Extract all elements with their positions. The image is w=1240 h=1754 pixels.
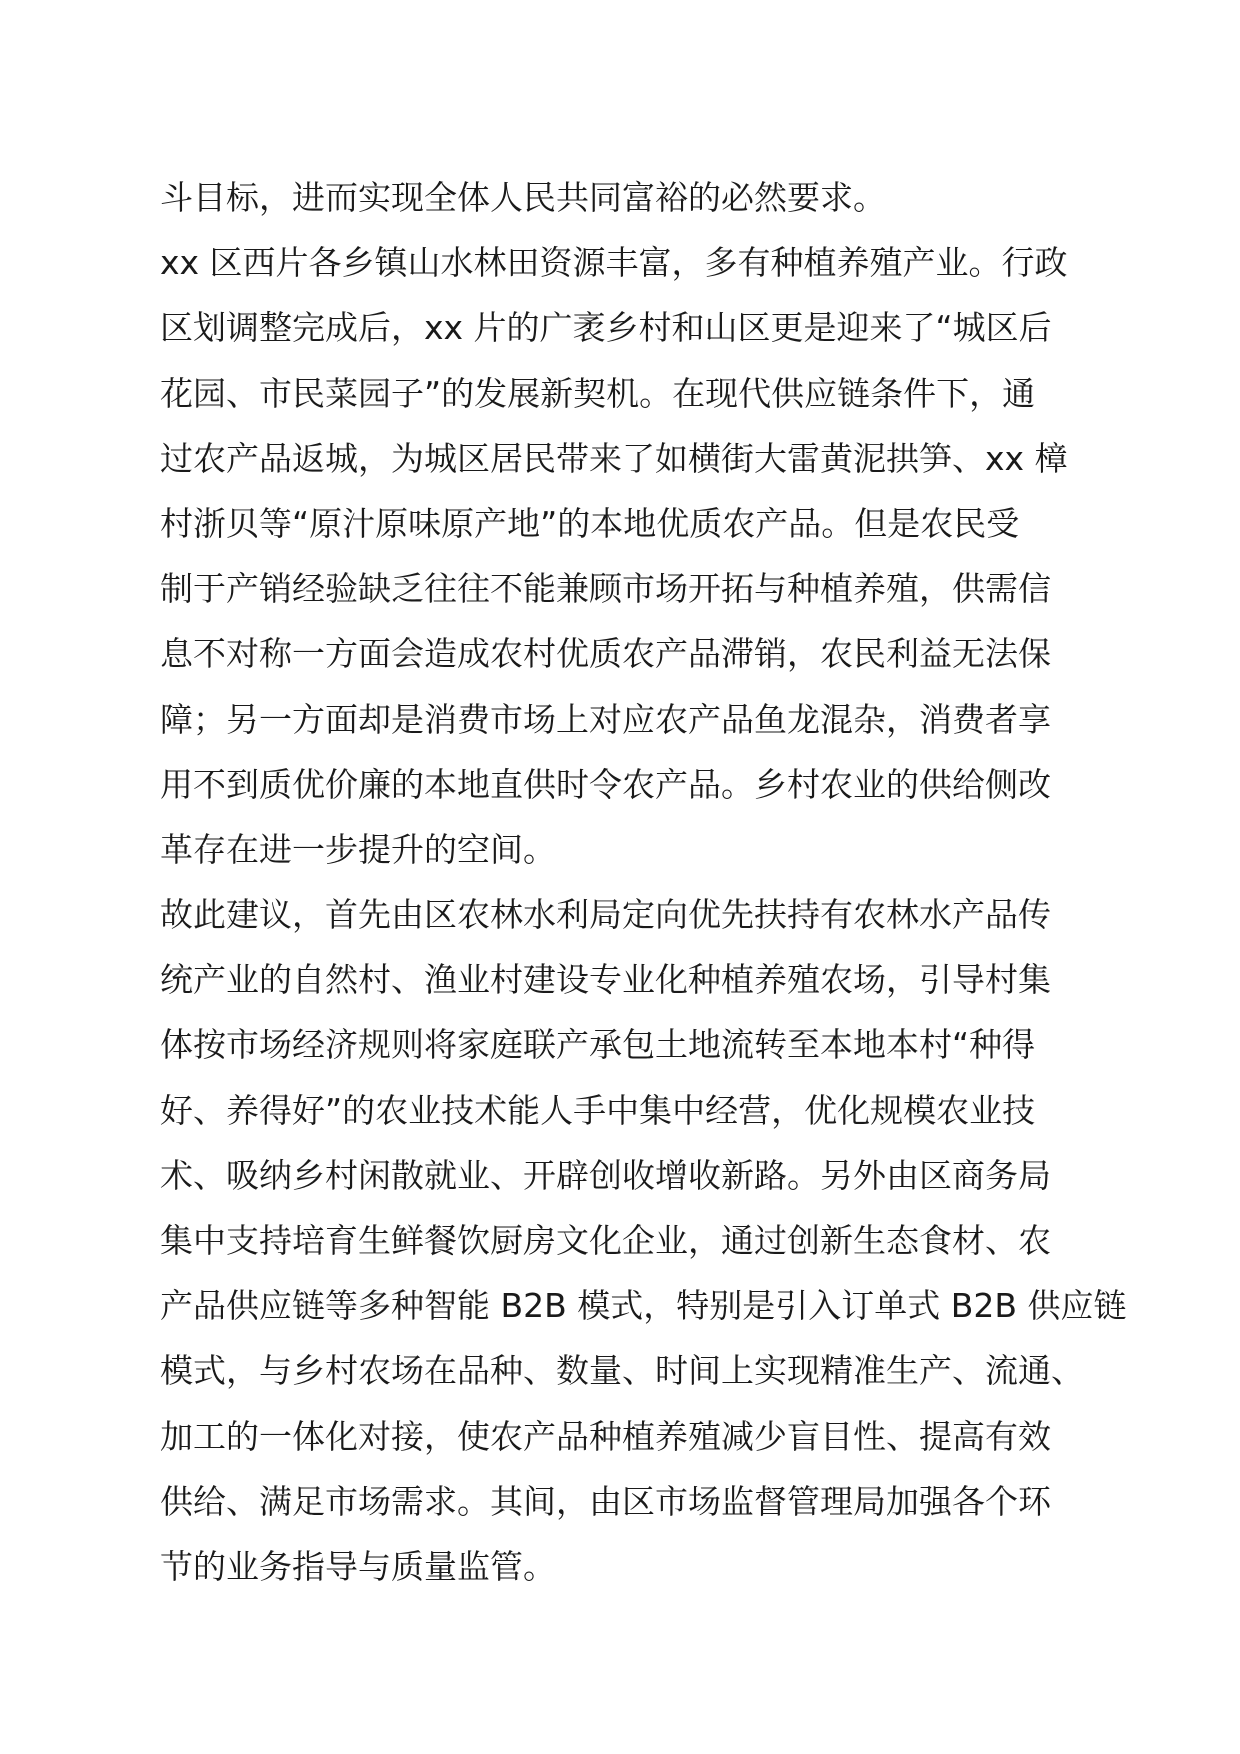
text-line: 产品供应链等多种智能 B2B 模式，特别是引入订单式 B2B 供应链 — [160, 1286, 1127, 1326]
text-line: 障；另一方面却是消费市场上对应农产品鱼龙混杂，消费者享 — [160, 699, 1051, 739]
text-line: 区划调整完成后，xx 片的广袤乡村和山区更是迎来了“城区后 — [160, 308, 1052, 348]
text-line: xx 区西片各乡镇山水林田资源丰富，多有种植养殖产业。行政 — [160, 243, 1068, 283]
text-line: 好、养得好”的农业技术能人手中集中经营，优化规模农业技 — [160, 1090, 1036, 1130]
text-line: 革存在进一步提升的空间。 — [160, 829, 556, 869]
text-line: 体按市场经济规则将家庭联产承包土地流转至本地本村“种得 — [160, 1025, 1036, 1065]
document-body — [160, 165, 1127, 1599]
text-line: 故此建议，首先由区农林水利局定向优先扶持有农林水产品传 — [160, 895, 1051, 935]
text-line: 花园、市民菜园子”的发展新契机。在现代供应链条件下，通 — [160, 373, 1036, 413]
text-line: 息不对称一方面会造成农村优质农产品滞销，农民利益无法保 — [160, 634, 1051, 674]
text-line: 集中支持培育生鲜餐饮厨房文化企业，通过创新生态食材、农 — [160, 1221, 1051, 1260]
text-line: 术、吸纳乡村闲散就业、开辟创收增收新路。另外由区商务局 — [160, 1155, 1051, 1195]
text-line: 模式，与乡村农场在品种、数量、时间上实现精准生产、流通、 — [160, 1351, 1084, 1391]
text-line: 加工的一体化对接，使农产品种植养殖减少盲目性、提高有效 — [160, 1416, 1051, 1456]
text-line: 制于产销经验缺乏往往不能兼顾市场开拓与种植养殖，供需信 — [160, 569, 1051, 609]
text-line: 供给、满足市场需求。其间，由区市场监督管理局加强各个环 — [160, 1481, 1051, 1521]
text-line: 过农产品返城，为城区居民带来了如横街大雷黄泥拱笋、xx 樟 — [160, 438, 1068, 478]
text-line: 用不到质优价廉的本地直供时令农产品。乡村农业的供给侧改 — [160, 764, 1051, 804]
text-line: 统产业的自然村、渔业村建设专业化种植养殖农场，引导村集 — [160, 960, 1051, 1000]
text-line: 村浙贝等“原汁原味原产地”的本地优质农产品。但是农民受 — [160, 503, 1020, 543]
text-line: 斗目标，进而实现全体人民共同富裕的必然要求。 — [160, 178, 886, 217]
text-line: 节的业务指导与质量监管。 — [160, 1546, 556, 1586]
